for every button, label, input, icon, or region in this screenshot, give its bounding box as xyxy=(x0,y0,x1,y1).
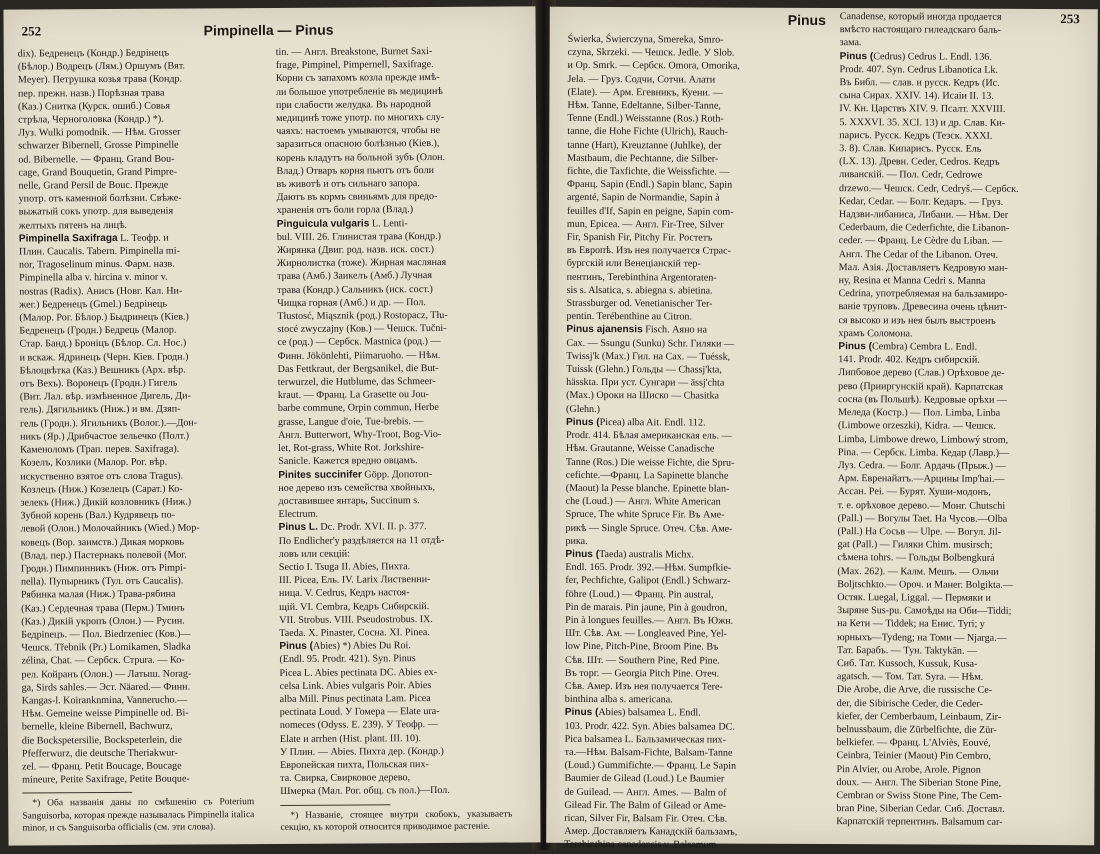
text-line: сына Сирах. XXIV. 14). Исаіи II. 13. xyxy=(839,90,994,102)
text-line: tanne, die Hohe Fichte (Ulrich), Rauch- xyxy=(567,126,728,139)
text-line: въ животѣ и отъ сильнаго запора. xyxy=(276,178,420,190)
footnote-rule xyxy=(22,792,132,794)
text-line: ное дерево изъ семейства хвойныхъ, xyxy=(278,481,436,494)
text-line: 5. XXXVI. 35. XCI. 13) и др. Слав. Ки- xyxy=(839,116,1006,129)
text-line: Липбовое дерево (Слав.) Орѣховое де- xyxy=(838,367,1005,380)
footnote: *) Названіе, стоящее внутри скобокъ, указываетъ секцію, къ которой относится приводимое растеніе. xyxy=(280,809,513,833)
text-line: рика. xyxy=(565,535,588,547)
text-line: cefichte.—Франц. La Sapinette blanche xyxy=(565,469,729,482)
entry-heading: Pimpinella Saxifraga xyxy=(18,232,118,245)
text-line: sis s. Alsatica, s. abiegna s. abietina. xyxy=(566,284,713,297)
text-line: Сиб. Тат. Kussoch, Kussuk, Kusa- xyxy=(836,658,978,670)
text-line: (Pall.) — Вогулы Taet. На Чусов.—Olba xyxy=(837,512,1008,525)
text-line: Бедренецъ (Гродн.) Бедрець (Малор. xyxy=(19,324,177,337)
text-line: пер. прежн. назв.) Порѣзная трава xyxy=(17,87,165,100)
text-line: Козелъ, Козлики (Малор. Рог. вѣр. xyxy=(20,456,168,469)
text-line: cage, Grand Bouquetin, Grand Pimpre- xyxy=(18,166,178,179)
text-line: Tanne (Ros.) Die weisse Fichte, die Spru- xyxy=(565,456,735,469)
text-line: Бѣлоцвѣтка (Каз.) Вешникъ (Арх. вѣр. xyxy=(19,364,186,377)
text-line: и вскаж. Ядринецъ (Черн. Кіев. Гродн.) xyxy=(19,351,189,364)
left-column-2 xyxy=(276,45,513,836)
text-line: (Max.) Ороки на Шиско — Chasitka xyxy=(566,390,720,403)
text-line: ковецъ (Вор. заимств.) Дикая морковь xyxy=(20,536,185,549)
text-line: binthina alba s. americana. xyxy=(564,694,673,706)
text-line: bul. VIII. 26. Глинистая трава (Кондр.) xyxy=(276,230,441,243)
text-line: VII. Strobus. VIII. Pseudostrobus. IX. xyxy=(279,613,433,626)
text-line: belkiefer. — Франц. L'Alviès, Eouvé, xyxy=(836,737,991,749)
text-line: Sanicle. Кажется вредно овцамъ. xyxy=(278,455,418,468)
text-line: bran Pine, Siberian Cedar. Сиб. Доставл. xyxy=(836,803,1005,815)
text-line: de Guilead. — Англ. Ames. — Balm of xyxy=(564,786,727,799)
text-line: заразиться опасною болѣзнью (Кіев.), xyxy=(276,138,440,151)
text-line: Влад.) Отваръ корня пьютъ отъ боли xyxy=(276,164,435,177)
text-line: Die Arobe, die Arve, die russische Ce- xyxy=(836,684,993,697)
text-line: выжатый сокъ употр. для выведенія xyxy=(18,206,174,218)
text-line: и Op. Smrk. — Сербск. Omora, Omorika, xyxy=(567,60,740,73)
text-line: (Вит. Лал. вѣр. измѣненное Дигель, Ди- xyxy=(19,390,191,403)
text-line: nomeces (Odyss. E. 239). У Теофр. — xyxy=(279,719,438,732)
text-line: Pimpinella Saxifraga L. Теофр. и xyxy=(18,232,169,245)
text-line: ся высоко и изъ нея былъ выстроенъ xyxy=(838,314,996,327)
text-line: гель (Гродн.). Ягильникъ (Волог.).—Дон- xyxy=(19,417,198,430)
text-line: nostras (Radix). Анисъ (Новг. Кал. Ни- xyxy=(19,285,183,298)
text-line: Elate и arrhen (Hist. plant. III. 10). xyxy=(279,732,422,745)
text-line: та. Свирка, Свирковое дерево, xyxy=(280,772,411,785)
text-line: Boljtschkto.— Ороч. и Манег. Bolgikta.— xyxy=(837,578,1013,591)
text-line: doux. — Англ. The Siberian Stone Pine, xyxy=(836,776,1002,789)
text-line: бургскій или Венеціанскій тер- xyxy=(566,258,701,270)
text-line: argenté, Sapin de Normandie, Sapin à xyxy=(566,192,720,204)
entry-heading: Pinus ( xyxy=(279,640,314,653)
text-line: Pinus (Abies) *) Abies Du Roi. xyxy=(279,640,411,653)
text-line: Electrum. xyxy=(278,508,319,521)
text-line: Pinguicula vulgaris L. Lenti- xyxy=(276,217,408,230)
text-line: (Бѣлор.) Водрецъ (Лям.) Оршумъ (Вят. xyxy=(17,60,186,73)
entry-heading: Pinus ajanensis xyxy=(566,324,643,336)
text-line: hässkta. При уст. Сунгари — āssj'chta xyxy=(566,377,725,389)
text-line: czyna, Skrzeki. — Чешск. Jedle. У Slob. xyxy=(567,47,735,59)
text-line: ну, Resina et Manna Cedri s. Manna xyxy=(838,275,986,287)
text-line: (Limbowe orzeszki), Kidra. — Чешск. xyxy=(837,420,997,433)
text-line: никъ (Яр.) Дрибчастое зельечко (Полт.) xyxy=(20,430,190,443)
text-line: По Endlicher'у раздѣляется на 11 отдѣ- xyxy=(278,534,445,547)
text-line: ce (род.) — Сербск. Mastnica (род.) — xyxy=(277,336,441,349)
text-line: grasse, Langue d'oie, Tue-brebis. — xyxy=(277,415,424,428)
text-line: fer, Pechfichte, Galipot (Endl.) Schwarz- xyxy=(565,575,731,587)
text-line: Чищка горная (Амб.) и др. — Пол. xyxy=(277,296,426,309)
text-line: Tuissk (Glehn.) Гольды — Chassj'kta, xyxy=(566,363,722,376)
text-line: zel. — Франц. Petit Boucage, Boucage xyxy=(22,760,182,773)
text-line: Надзви-либаниса, Либани. — Нѣм. Der xyxy=(838,209,1009,221)
text-line: на Кети — Tiddek; на Енис. Tyri; у xyxy=(837,618,985,631)
text-line: barbe commune, Orpin commun, Herbe xyxy=(277,402,439,415)
text-line: Mastbaum, die Pechtanne, die Silber- xyxy=(567,152,719,165)
text-line: let, Rot-grass, White Rot. Jorkshire- xyxy=(278,442,425,455)
running-head: Pinus xyxy=(787,11,826,29)
text-line: Pinites succinifer Göpp. Допотоп- xyxy=(278,468,433,481)
entry-heading: Pinus ( xyxy=(838,341,873,353)
text-line: 3. 8). Слав. Кипарисъ. Русск. Ель xyxy=(839,143,982,155)
text-line: Даютъ въ кормъ свиньямъ для предо- xyxy=(276,191,438,204)
text-line: Prodr. 407. Syn. Cedrus Libanotica Lk. xyxy=(839,63,998,76)
text-line: (Влад. пер.) Пастернакъ полевой (Мог. xyxy=(20,549,187,562)
text-line: Canadense, который иногда продается xyxy=(839,11,1002,23)
text-line: Остяк. Luegal, Liggal. — Пермяки и xyxy=(837,592,991,604)
text-line: Fir, Spanish Fir, Pitchy Fir. Ростетъ xyxy=(566,231,713,244)
text-line: Чешск. Třebnik (Pr.) Lomikamen, Sladka xyxy=(21,641,191,654)
text-line: употр. отъ каменной болѣзни. Свѣже- xyxy=(18,192,182,205)
text-line: (Каз.) Сердечная трава (Перм.) Тминъ xyxy=(21,602,185,615)
text-line: kiefer, der Cemberbaum, Leinbaum, Zir- xyxy=(836,710,1002,723)
text-line: Pinus (Cembra) Cembra L. Endl. xyxy=(838,341,978,353)
text-line: Terebinthina canadensis v. Balsamum xyxy=(564,839,717,851)
text-line: zélina, Chat. — Сербск. Стрurа. — Ко- xyxy=(21,654,185,667)
text-line: левой (Олон.) Молочайникъ (Wied.) Мор- xyxy=(20,522,200,535)
text-line: stocé zwyczajny (Ков.) — Чешск. Tučni- xyxy=(277,323,447,336)
text-line: (Каз.) Дикій укропъ (Олон.) — Русин. xyxy=(21,615,185,628)
text-line: У Плин. — Abies. Пихта дер. (Кондр.) xyxy=(279,745,444,758)
text-line: Сѣв. Амер. Изъ нея получается Tere- xyxy=(564,680,723,693)
text-line: (Каз.) Снитка (Курск. ошиб.) Совья xyxy=(18,100,171,113)
text-line: Pin de marais. Pin jaune, Pin à goudron, xyxy=(565,601,728,614)
text-line: трава (Кондр.) Сальникъ (иск. сост.) xyxy=(277,283,433,296)
right-column-1 xyxy=(564,33,800,851)
text-line: Tenne (Endl.) Weisstanne (Ros.) Roth- xyxy=(567,113,724,125)
text-line: жег.) Бедренецъ (Gmel.) Бедрінець xyxy=(19,298,168,311)
text-line: tin. — Англ. Breakstone, Burnet Saxi- xyxy=(275,46,433,58)
text-line: Baumier de Gilead (Loud.) Le Baumier xyxy=(564,773,725,785)
text-line: Strassburger od. Venetianischer Ter- xyxy=(566,297,713,310)
text-line: рикѣ — Single Spruce. Отеч. Сѣв. Аме- xyxy=(565,522,733,535)
text-line: желтыхъ пятенъ на лицѣ. xyxy=(18,219,128,232)
text-line: Pimpinella alba v. hircina v. minor v. xyxy=(19,272,168,284)
text-line: Pina. — Сербск. Limba. Кедар (Лавр.)— xyxy=(837,446,1010,459)
text-line: Sectio I. Tsuga II. Abies, Пихта. xyxy=(278,561,411,573)
entry-heading: Pinus ( xyxy=(564,707,599,719)
text-line: Tłustosć, Miąsznik (род.) Rostopacz, Tłu- xyxy=(277,309,448,323)
footnote: *) Оба названія даны по смѣшенію съ Poterium Sanguisorba, которая прежде называлась Pimpinella italica minor, и съ Sanguisorba officialis (см. эти слова). xyxy=(22,797,255,834)
text-line: gat (Pall.) — Гиляки Chim. musirsch; xyxy=(837,539,993,551)
text-line: Twissj'k (Max.) Гил. на Сах. — Tuéssk, xyxy=(566,350,731,363)
text-line: Picea L. Abies pectinata DC. Abies ex- xyxy=(279,666,438,679)
text-line: Das Fettkraut, der Bergsanikel, die But- xyxy=(277,362,439,375)
text-line: ли большое употребленіе въ медицинѣ xyxy=(275,85,443,98)
text-line: Pinus (Picea) alba Ait. Endl. 112. xyxy=(565,416,706,429)
text-line: III. Picea, Ель. IV. Larix Лиственни- xyxy=(278,574,431,587)
text-line: гель). Дягильникъ (Ниж.) и вм. Дзяп- xyxy=(19,404,181,417)
text-line: Pica balsamea L. Бальзамическая пих- xyxy=(564,733,727,746)
text-line: (Max. 262). — Калм. Мешъ. — Ольчи xyxy=(837,565,999,578)
text-line: (Малор. Рог. Бѣлор.) Быдринецъ (Кіев.) xyxy=(19,311,189,324)
text-line: der, die Sibirische Ceder, die Ceder- xyxy=(836,697,983,710)
text-line: nella). Пупырникъ (Тул. отъ Caucalis). xyxy=(20,575,184,588)
page-number: 253 xyxy=(1060,11,1080,27)
text-line: Taeda. X. Pinaster, Сосна. XI. Pinea. xyxy=(279,626,430,639)
text-line: tanne (Hart), Kreuztanne (Juhlke), der xyxy=(567,139,722,152)
text-line: Плин. Caucalis. Tabern. Pimpinella mi- xyxy=(18,245,180,258)
text-line: Карпатскій терпентинъ. Balsamum car- xyxy=(836,816,1003,829)
entry-heading: Pinguicula vulgaris xyxy=(276,218,370,230)
text-line: (Glehn.) xyxy=(566,403,601,415)
text-line: (Maout) la Pesse blanche. Epinette blan- xyxy=(565,482,730,495)
text-line: bernelle, kleine Bibernell, Bachwurz, xyxy=(21,720,173,733)
text-line: schwarzer Bibernell, Grosse Pimpinelle xyxy=(18,139,179,152)
text-line: Мал. Азія. Доставляетъ Кедровую ман- xyxy=(838,261,1008,274)
text-line: Меледа (Костр.) — Пол. Limba, Linba xyxy=(838,407,1001,419)
text-line: храненія отъ боли горла (Влад.) xyxy=(276,204,414,217)
text-line: föhre (Loud.) — Франц. Pin austral, xyxy=(565,588,714,601)
text-line: Жирнолистка (тоже). Жирная масляная xyxy=(276,257,447,270)
text-line: Pinus ajanensis Fisch. Аяно на xyxy=(566,324,707,336)
text-line: Зубной корень (Вал.) Кудрявецъ по- xyxy=(20,509,176,522)
right-page xyxy=(546,7,1098,851)
entry-heading: Pinus ( xyxy=(565,416,600,428)
text-line: Pinus (Taeda) australis Michx. xyxy=(565,548,694,561)
text-line: трава (Амб.) Заикелъ (Амб.) Лучная xyxy=(277,270,433,283)
text-line: Prodr. 414. Бѣлая американская ель. — xyxy=(565,429,732,442)
text-line: доставившее янтарь, Succinum s. xyxy=(278,495,420,507)
text-line: (Pall.) На Сосьв — Ulpe. — Вогул. Jil- xyxy=(837,525,1002,538)
text-line: nelle, Grand Persil de Bouc. Прежде xyxy=(18,179,169,192)
text-line: belnussbaum, die Zürbelfichte, die Zür- xyxy=(836,724,997,736)
text-line: Англ. The Cedar of the Libanon. Отеч. xyxy=(838,248,999,261)
text-line: terwurzel, die Hutblume, das Schmeer- xyxy=(277,376,436,389)
text-line: 103. Prodr. 422. Syn. Abies balsamea DC. xyxy=(564,720,735,733)
text-line: rican, Silver Fir, Balsam Fir. Отеч. Сѣв. xyxy=(564,812,728,825)
text-line: Ceinbra, Teinier (Maout) Pin Cembro, xyxy=(836,750,992,763)
text-line: Сѣв. Шт. — Southern Pine, Red Pine. xyxy=(564,654,720,667)
text-line: (Elate). — Арм. Егевникъ, Куени. — xyxy=(567,86,723,99)
text-line: mineure, Petite Saxifrage, Petite Bouque- xyxy=(22,773,190,786)
page-number: 252 xyxy=(21,23,42,39)
text-line: Нѣм. Tanne, Edeltanne, Silber-Tanne, xyxy=(567,99,721,112)
text-line: Pinus (Cedrus) Cedrus L. Endl. 136. xyxy=(839,50,992,63)
left-column-1 xyxy=(18,46,255,837)
text-line: Нѣм. Grautanne, Weisse Canadische xyxy=(565,443,715,455)
text-line: Англ. Butterwort, Why-Troot, Bog-Vio- xyxy=(278,428,442,441)
text-line: Луз. Wulki pomodnik. — Нѣм. Grosser xyxy=(18,126,181,139)
text-line: Зыряне Sus-pu. Самоѣды на Оби—Tiddi; xyxy=(837,605,1012,617)
text-line: чаяхъ: настоемъ умываются, чтобы не xyxy=(276,125,441,138)
text-line: ga, Sirds sahles.— Эст. Näared.— Финн. xyxy=(21,681,191,694)
text-line: сосна (въ Польшѣ). Кедровые орѣхи — xyxy=(838,393,1008,406)
running-head: Pimpinella — Pinus xyxy=(203,21,334,39)
text-line: (LX. 13). Древн. Ceder, Cedros. Кедръ xyxy=(839,156,1000,169)
text-line: отъ Вехъ). Воронецъ (Гродн.) Гигель xyxy=(19,377,178,390)
text-line: Ассан. Pei. — Бурят. Хуши-модонъ, xyxy=(837,486,991,499)
text-line: стрѣла, Черноголовка (Кондр.) *). xyxy=(18,113,164,126)
text-line: Жирянка (Двиг. род. назв. иск. сост.) xyxy=(276,244,435,257)
text-line: kraut. — Франц. La Grasette ou Jou- xyxy=(277,389,429,402)
text-line: celsa Link. Abies vulgaris Poir. Abies xyxy=(279,679,432,692)
text-line: Франц. Sapin (Endl.) Sapin blanc, Sapin xyxy=(567,179,733,191)
text-line: Pfefferwurz, die deutsche Theriakwur- xyxy=(21,747,178,760)
text-line: Spruce, The white Spruce Fir. Въ Аме- xyxy=(565,509,725,521)
text-line: Шт. Сѣв. Ам. — Longleaved Pine, Yel- xyxy=(565,628,728,640)
text-line: pectinata Loud. У Гомера — Elate ura- xyxy=(279,706,440,719)
text-line: пентинъ, Terebinthina Argentoraten- xyxy=(566,271,717,284)
text-line: юрныхъ—Tydeng; на Томи — Njarga.— xyxy=(837,631,1007,644)
text-line: Cedrina, употребляемая на бальзамиро- xyxy=(838,288,1008,301)
text-line: ница. V. Cedrus, Кедръ настоя- xyxy=(278,587,410,600)
text-line: Kangas-l. Koiranknmina, Vannerucho.— xyxy=(21,694,188,707)
text-line: dix). Бедренецъ (Кондр.) Бедрінецъ xyxy=(17,47,170,60)
text-line: Cederbaum, die Cederfichte, die Libanon- xyxy=(838,222,1010,235)
text-line: та.—Нѣм. Balsam-Fichte, Balsam-Tanne xyxy=(564,746,733,759)
text-line: Бедріnецъ. — Пол. Biedrzeniec (Ков.)— xyxy=(21,628,191,641)
text-line: корень кладутъ на больной зубъ (Олон. xyxy=(276,151,446,164)
text-line: рел. Койранъ (Олон.) — Латыш. Norag- xyxy=(21,668,192,681)
text-line: Сах. — Ssungu (Sunku) Schr. Гиляки — xyxy=(566,337,735,350)
text-line: ливанскій. — Пол. Cedr, Cedrowe xyxy=(839,169,983,182)
text-line: искуственно взятое отъ слова Tragus). xyxy=(20,470,184,483)
text-line: Гродн.) Пимпинникъ (Ниж. отъ Pimpi- xyxy=(20,562,187,575)
text-line: mun, Epicea. — Англ. Fir-Tree, Silver xyxy=(566,218,724,231)
text-line: т. е. орѣховое дерево.— Монг. Chutschi xyxy=(837,499,1006,512)
text-line: зелекъ (Ниж.) Дикій козловникъ (Ниж.) xyxy=(20,496,192,509)
text-line: die Bockspetersilie, Bockspeterlein, die xyxy=(21,734,183,747)
text-line: медицинѣ тоже употр. по многихъ слу- xyxy=(276,111,445,124)
text-line: Endl. 165. Prodr. 392.—Нѣм. Sumpfkie- xyxy=(565,562,732,574)
text-line: храмъ Соломона. xyxy=(838,327,913,340)
text-line: въ Европѣ. Изъ нея получается Страс- xyxy=(566,245,732,257)
text-line: Финн. Jökönlehti, Piimaruoho. — Нѣм. xyxy=(277,349,441,362)
text-line: nor, Tragoselinum minus. Фарм. назв. xyxy=(18,258,175,271)
text-line: Pin à longues feuilles.— Англ. Въ Южн. xyxy=(565,614,734,627)
text-line: Луз. Cedra. — Болг. Ардачь (Прыж.) — xyxy=(837,459,1006,472)
text-line: щій. VI. Cembra, Кедръ Сибирскій. xyxy=(279,600,430,613)
text-line: feuilles d'If, Sapin en peigne, Sapin com- xyxy=(566,205,734,218)
text-line: Limba, Limbowe drewo, Limbowý strom, xyxy=(837,433,1009,446)
text-line: Cembran or Swiss Stone Pine, The Cem- xyxy=(836,790,1002,802)
text-line: Świerka, Świerczyna, Smereka, Smro- xyxy=(567,33,724,46)
text-line: frage, Pimpinel, Pimpernell, Saxifrage. xyxy=(275,59,434,72)
right-column-2 xyxy=(836,10,1080,839)
text-line: od. Bibernelle. — Франц. Grand Bou- xyxy=(18,153,175,166)
text-line: ceder. — Франц. Le Cèdre du Liban. — xyxy=(838,235,1003,248)
text-line: ваніе труповъ. Древесина очень цѣнит- xyxy=(838,301,1008,314)
text-line: pentin. Terébenthine au Citron. xyxy=(566,311,693,323)
text-line: Амер. Доставляетъ Канадскій бальзамъ, xyxy=(564,826,738,838)
text-line: Pin Alvier, ou Arobe, Arole. Pignon xyxy=(836,763,981,776)
text-line: che (Loud.) — Англ. White American xyxy=(565,495,721,508)
text-line: Въ торг. — Georgia Pitch Pine. Отеч. xyxy=(564,667,720,680)
text-line: Корни съ запахомъ козла прежде имѣ- xyxy=(275,72,440,85)
text-line: Арм. Евренайатъ.—Арцины Imp'hai.— xyxy=(837,473,1005,485)
text-line: Pinus L. Dc. Prodr. XVI. II. p. 377. xyxy=(278,521,427,534)
text-line: Jela. — Груз. Содчи, Сотчи. Алати xyxy=(567,73,716,86)
text-line: Козлецъ (Ниж.) Козелецъ (Сарат.) Ко- xyxy=(20,483,183,496)
text-line: (Loud.) Gummifichte.— Франц. Le Sapin xyxy=(564,760,737,772)
entry-heading: Pinus ( xyxy=(565,548,600,560)
text-line: fichte, die Taxfichte, die Weissfichte. — xyxy=(567,165,730,178)
text-line: вмѣсто настоящаго гилеадскаго баль- xyxy=(839,24,1002,36)
text-line: рево (Прииргунскій край). Карпатская xyxy=(838,380,1004,393)
entry-heading: Pinites succinifer xyxy=(278,468,362,481)
text-line: 141. Prodr. 402. Кедръ сибирскій. xyxy=(838,354,980,366)
text-line: сѣмена tohrs. — Гольды Bolbengkurá xyxy=(837,552,995,565)
text-line: Pinus (Abies) balsamea L. Endl. xyxy=(564,707,701,719)
text-line: drzewo.— Чешск. Cedr, Cedryš.— Сербск. xyxy=(839,182,1019,195)
footnote-rule xyxy=(280,804,390,806)
text-line: low Pine, Pitch-Pine, Broom Pine. Въ xyxy=(565,641,719,653)
text-line: IV. Кн. Царствъ XIV. 9. Псалт. XXVIII. xyxy=(839,103,1006,116)
text-line: Шмерка (Мал. Рог. общ. съ пол.)—Пол. xyxy=(280,785,450,798)
text-line: Нѣм. Gemeine weisse Pimpinelle od. Bi- xyxy=(21,707,189,720)
text-line: зама. xyxy=(839,37,862,49)
entry-heading: Pinus L. xyxy=(278,522,318,534)
text-line: Тат. Барабъ. — Тун. Taktykān. — xyxy=(836,644,978,657)
text-line: Рябинка малая (Ниж.) Трава-рябина xyxy=(20,588,176,601)
text-line: agatsch. — Том. Тат. Syra. — Нѣм. xyxy=(836,671,984,683)
text-line: (Endl. 95. Prodr. 421). Syn. Pinus xyxy=(279,653,416,666)
text-line: Gilead Fir. The Balm of Gilead or Ame- xyxy=(564,799,727,812)
text-line: Европейская пихта, Польская пих- xyxy=(280,759,429,771)
text-line: Meyer). Петрушка козья трава (Кондр. xyxy=(17,73,183,86)
text-line: ловъ или секцій: xyxy=(278,548,350,560)
text-line: Стар. Банд.) Броніцъ (Бѣлор. Сл. Нос.) xyxy=(19,337,187,351)
text-line: Каменоломъ (Трап. перев. Saxifraga). xyxy=(20,443,180,456)
text-line: alba Mill. Pinus pectinata Lam. Picea xyxy=(279,692,431,705)
entry-heading: Pinus ( xyxy=(839,50,874,62)
left-page xyxy=(3,6,540,845)
text-line: при слабости желудка. Въ народной xyxy=(276,98,432,111)
text-line: Въ Библ. — слав. и русск. Кедръ (Ис. xyxy=(839,77,1000,89)
text-line: Kedar, Cedar. — Болг. Кедаръ. — Груз. xyxy=(838,195,1004,208)
text-line: парисъ. Русск. Кедръ (Тезск. XXXI. xyxy=(839,129,993,142)
